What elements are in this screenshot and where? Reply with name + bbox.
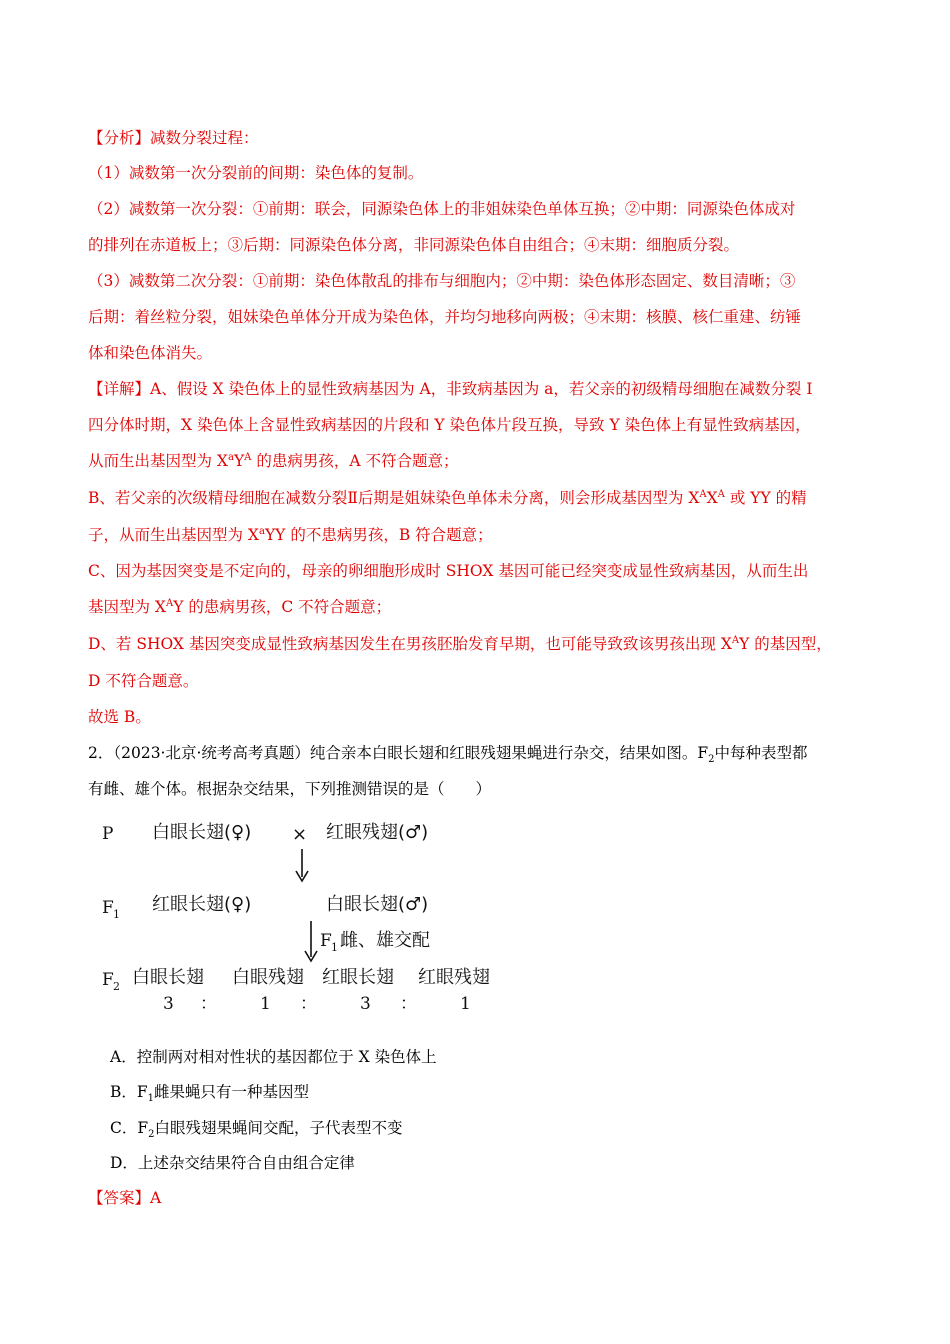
detail-b1-post: 或 YY 的精 [724,489,807,507]
question-line-2: 有雌、雄个体。根据杂交结果，下列推测错误的是（ ） [88,780,492,798]
detail-line-a1 [88,378,868,400]
diagram-f2-label: F [102,970,114,990]
detail-b2-pre: 子，从而生出基因型为 X [88,526,259,544]
question-q1-sub: 2 [708,754,715,766]
detail-a1: A、假设 X 染色体上的显性致病基因为 A，非致病基因为 a，若父亲的初级精母细胞在减数分裂 I [150,380,813,398]
diagram-cross-symbol: × [292,824,308,845]
detail-d1-sup1: A [731,634,740,646]
analysis-line-2: （2）减数第一次分裂：①前期：联会，同源染色体上的非姐妹染色单体互换；②中期：同源染色体成对 [88,200,796,218]
diagram-ratio-4: 1 [460,994,471,1014]
detail-a3-sup1: a [227,451,234,463]
option-b-pre: B．F [110,1083,148,1101]
diagram-f2-phenotype-4: 红眼残翅 [418,967,490,988]
diagram-f2-phenotype-3: 红眼长翅 [322,967,394,988]
answer-label: 【答案】 [88,1189,151,1207]
option-d: D．上述杂交结果符合自由组合定律 [110,1154,355,1172]
analysis-line-5: 后期：着丝粒分裂，姐妹染色单体分开成为染色体，并均匀地移向两极；④末期：核膜、核仁重建、纺锤 [88,308,802,326]
analysis-line-3: 的排列在赤道板上；③后期：同源染色体分离，非同源染色体自由组合；④末期：细胞质分裂。 [88,236,740,254]
analysis-line-1: （1）减数第一次分裂前的间期：染色体的复制。 [88,164,424,182]
diagram-ratio-3: 3 [360,994,371,1014]
diagram-ratio-colon-1: ： [200,994,217,1014]
answer-line [88,1187,868,1209]
option-c-pre: C．F [110,1119,149,1137]
diagram-ratio-2: 1 [260,994,271,1014]
detail-b2-post: YY 的不患病男孩，B 符合题意； [264,526,493,544]
diagram-f1-female: 红眼长翅(♀) [152,894,252,915]
detail-line-d2: D 不符合题意。 [88,672,199,690]
diagram-f2-sub: 2 [113,980,120,993]
option-c-sub: 2 [148,1129,155,1141]
detail-d1-post: Y 的基因型， [739,635,832,653]
diagram-p-male: 红眼残翅(♂) [326,822,429,843]
diagram-ratio-colon-2: ： [300,994,317,1014]
answer-value: A [150,1189,162,1207]
detail-b1-mid: X [706,489,718,507]
diagram-ratio-1: 3 [163,994,174,1014]
detail-b2-sup1: a [258,525,265,537]
detail-line-a2: 四分体时期，X 染色体上含显性致病基因的片段和 Y 染色体片段互换，导致 Y 染色体上有显性致病基因， [88,416,811,434]
diagram-ratio-colon-3: ： [400,994,417,1014]
detail-c2-sup1: A [165,597,174,609]
question-line-1 [88,742,868,764]
detail-d1-pre: D、若 SHOX 基因突变成显性致病基因发生在男孩胚胎发育早期，也可能导致致该男孩出现 X [88,635,732,653]
detail-b1-sup2: A [717,488,725,500]
detail-line-d1 [88,633,868,655]
detail-a3-pre: 从而生出基因型为 X [88,452,228,470]
detail-label: 【详解】 [88,380,151,398]
option-b-sub: 1 [147,1093,155,1105]
cross-diagram [100,815,520,1025]
detail-c2-post: Y 的患病男孩，C 不符合题意； [173,598,392,616]
detail-a3-sup2: A [244,451,252,463]
detail-line-b2 [88,524,868,546]
detail-b1-sup1: A [699,488,707,500]
diagram-f2-phenotype-2: 白眼残翅 [232,967,304,988]
diagram-p-female: 白眼长翅(♀) [152,822,252,843]
diagram-f1-cross-text: 雌、雄交配 [340,930,430,951]
detail-line-a3 [88,450,868,472]
diagram-f1-sub: 1 [113,908,120,921]
detail-line-c1: C、因为基因突变是不定向的，母亲的卵细胞形成时 SHOX 基因可能已经突变成显性致病基因，从而生出 [88,562,809,580]
diagram-f1-label: F [102,898,114,918]
option-a: A．控制两对相对性状的基因都位于 X 染色体上 [110,1048,437,1066]
conclusion: 故选 B。 [88,708,151,726]
detail-c2-pre: 基因型为 X [88,598,166,616]
question-q1-pre: 2．（2023·北京·统考高考真题）纯合亲本白眼长翅和红眼残翅果蝇进行杂交，结果如图。F [88,744,709,762]
analysis-label: 【分析】 [88,129,151,147]
analysis-line-6: 体和染色体消失。 [88,344,213,362]
option-b [110,1081,309,1103]
detail-b1-pre: B、若父亲的次级精母细胞在减数分裂Ⅱ后期是姐妹染色单体未分离，则会形成基因型为 X [88,489,700,507]
detail-line-c2 [88,596,868,618]
analysis-heading [88,127,868,149]
option-c-post: 白眼残翅果蝇间交配，子代表型不变 [154,1119,403,1137]
detail-line-b1 [88,487,868,509]
diagram-f1-male: 白眼长翅(♂) [326,894,429,915]
option-b-post: 雌果蝇只有一种基因型 [154,1083,310,1101]
detail-a3-mid: Y [233,452,245,470]
question-q1-post: 中每种表型都 [714,744,808,762]
detail-a3-post: 的患病男孩，A 不符合题意； [251,452,459,470]
diagram-p-label: P [102,824,114,844]
diagram-f1-cross-prefix: F [320,931,332,951]
analysis-intro: 减数分裂过程： [150,129,259,147]
diagram-f1-cross-sub: 1 [331,941,338,954]
option-c [110,1117,403,1139]
diagram-f2-phenotype-1: 白眼长翅 [132,967,204,988]
analysis-line-4: （3）减数第二次分裂：①前期：染色体散乱的排布与细胞内；②中期：染色体形态固定、数目清晰；③ [88,272,796,290]
